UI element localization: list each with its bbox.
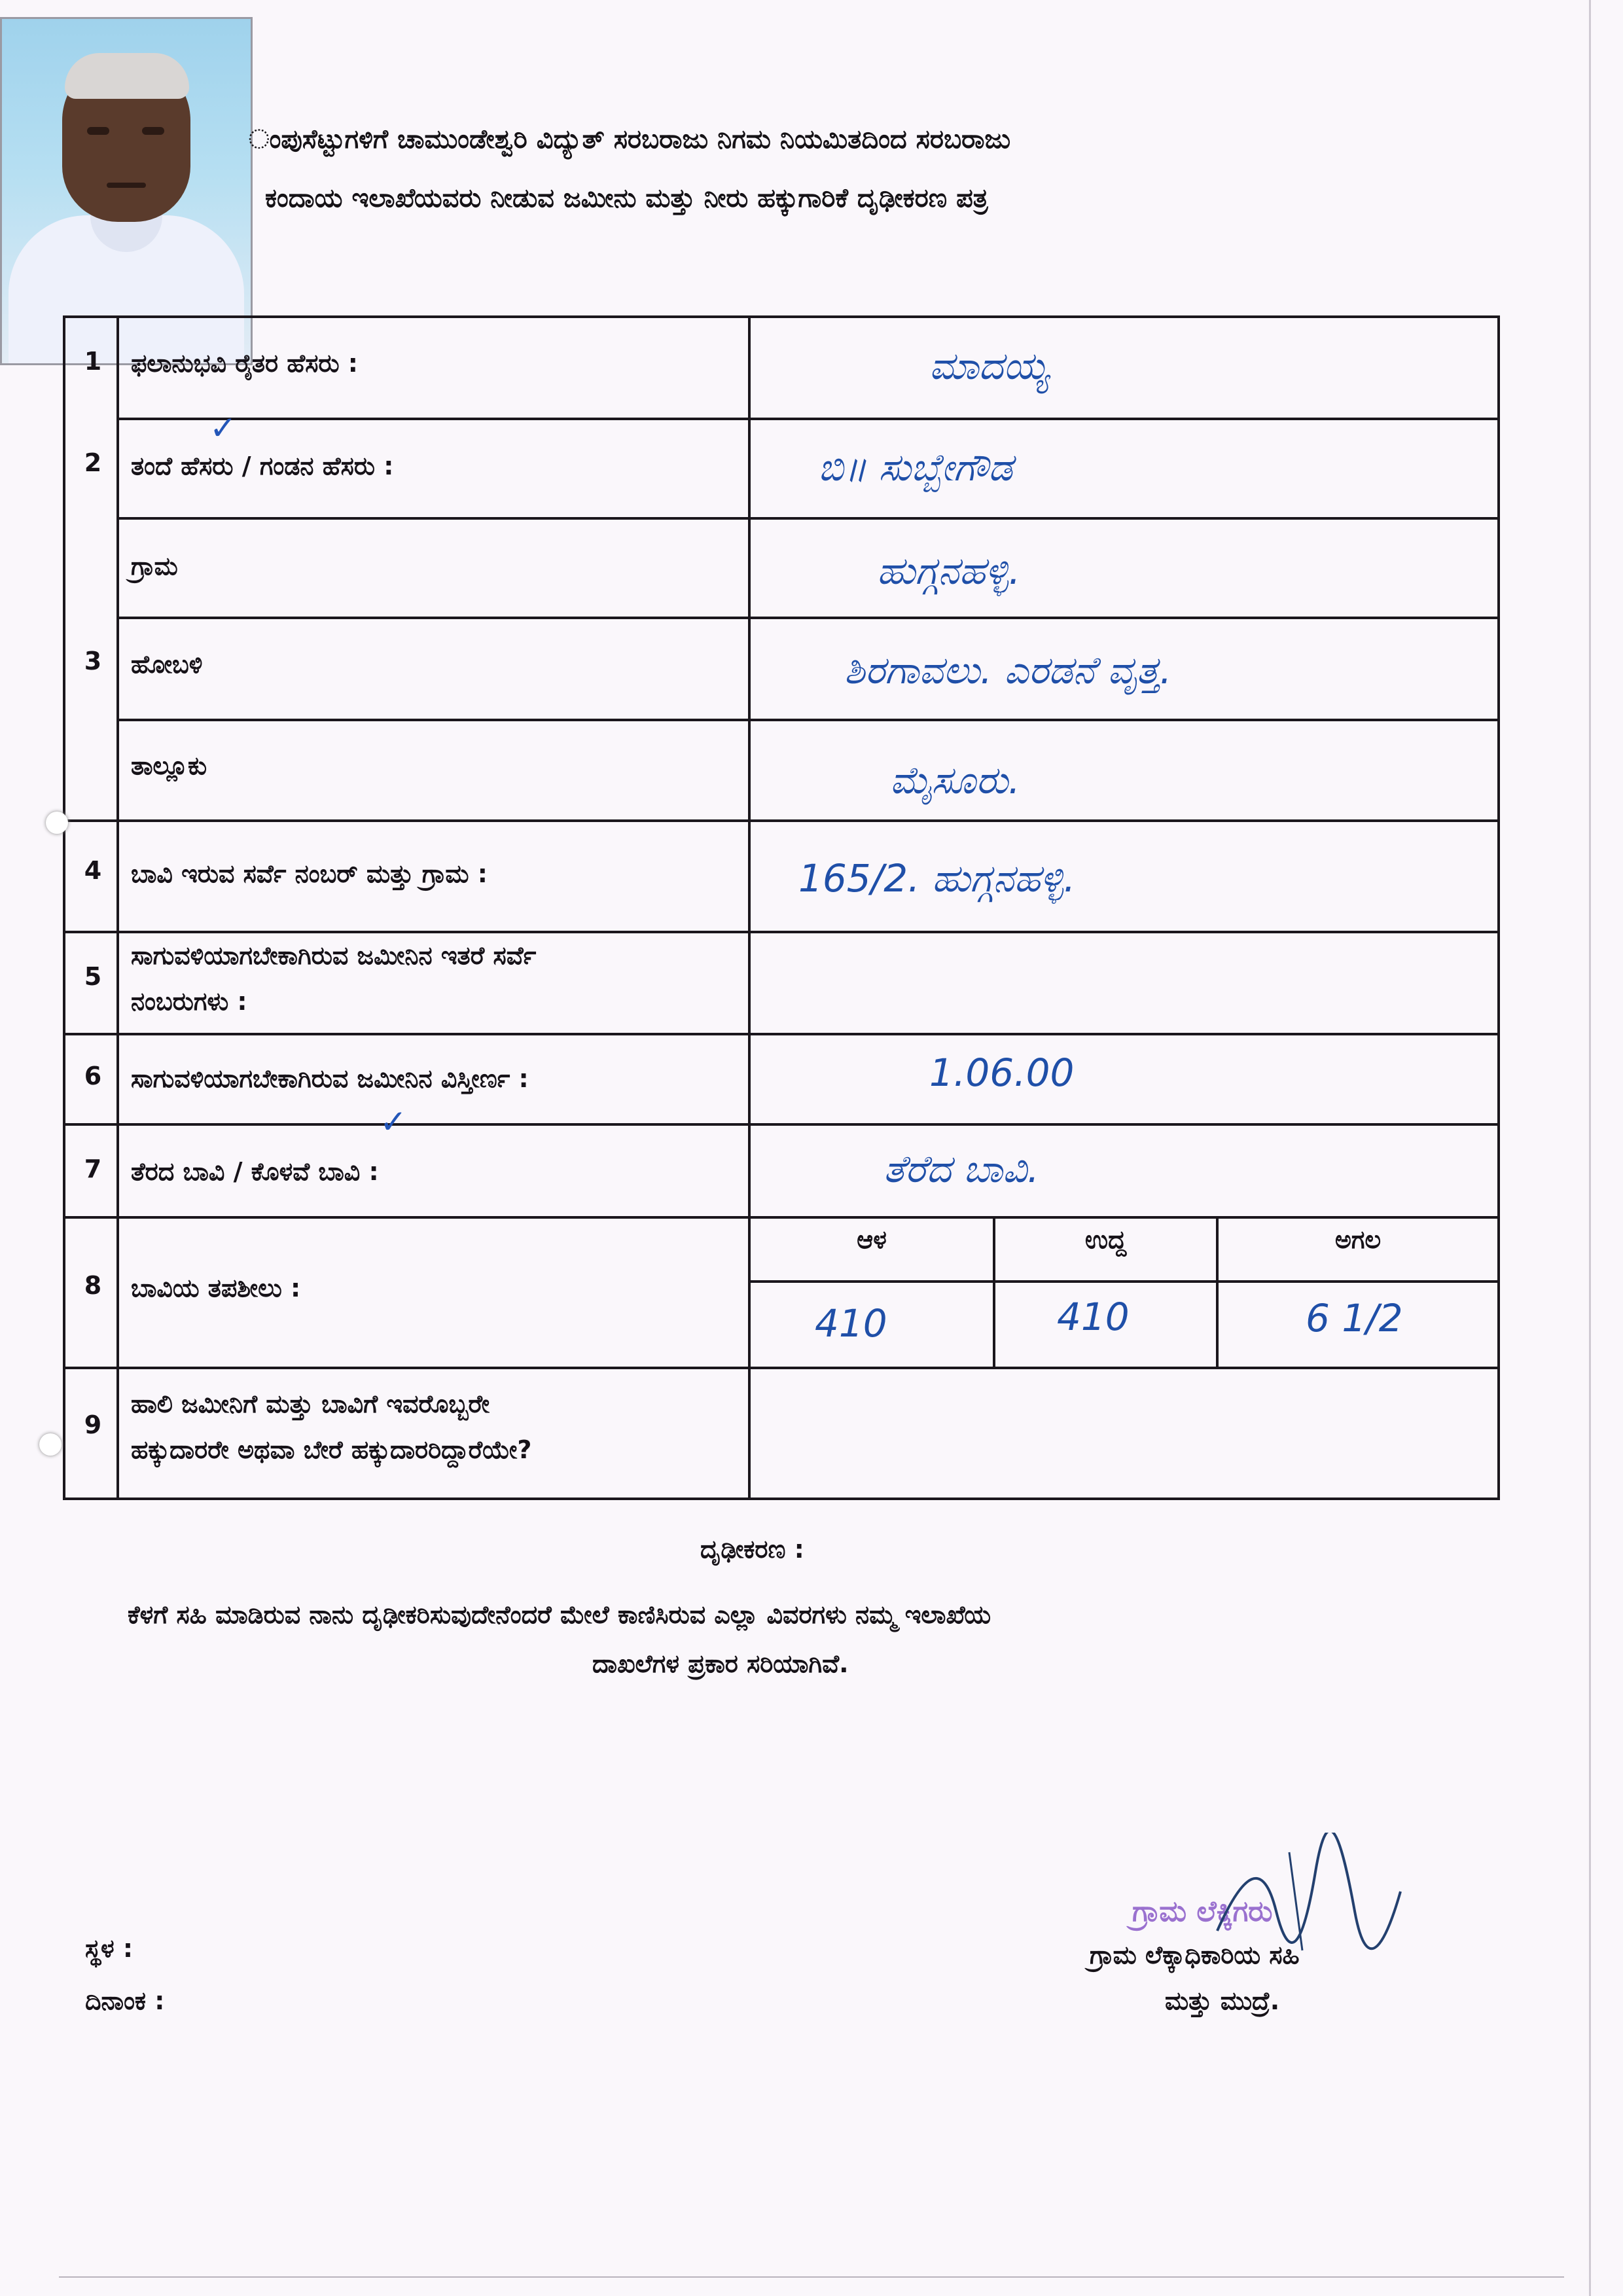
row-number: 8 (84, 1271, 102, 1300)
hobli-value: ಶಿರಗಾವಲು. ಎರಡನೆ ವೃತ್ತ. (844, 648, 1172, 692)
ownership-label-2: ಹಕ್ಕುದಾರರೇ ಅಥವಾ ಬೇರೆ ಹಕ್ಕುದಾರರಿದ್ದಾರೆಯೇ? (131, 1435, 532, 1464)
signature-caption-1: ಗ್ರಾಮ ಲೆಕ್ಕಾಧಿಕಾರಿಯ ಸಹಿ (1090, 1941, 1300, 1969)
row-number: 7 (84, 1155, 102, 1183)
pin-hole-icon (39, 1433, 62, 1456)
check-mark-icon: ✓ (209, 409, 237, 447)
certification-text-1: ಕೆಳಗೆ ಸಹಿ ಮಾಡಿರುವ ನಾನು ದೃಢೀಕರಿಸುವುದೇನೆಂದರೆ ಮೇಲೆ ಕಾಣಿಸಿರುವ ಎಲ್ಲಾ ವಿವರಗಳು ನಮ್ಮ ಇಲಾಖೆಯ (128, 1600, 991, 1629)
check-mark-icon: ✓ (380, 1103, 407, 1141)
applicant-photo (0, 17, 253, 365)
pin-hole-icon (46, 812, 68, 834)
heading-line-2: ಕಂದಾಯ ಇಲಾಖೆಯವರು ನೀಡುವ ಜಮೀನು ಮತ್ತು ನೀರು ಹಕ್ಕುಗಾರಿಕೆ ದೃಢೀಕರಣ ಪತ್ರ (265, 183, 988, 213)
hobli-label: ಹೋಬಳಿ (131, 650, 203, 679)
well-type-label: ತೆರದ ಬಾವಿ / ಕೊಳವೆ ಬಾವಿ : (131, 1157, 379, 1186)
taluk-label: ತಾಲ್ಲೂಕು (131, 751, 207, 780)
signature-caption-2: ಮತ್ತು ಮುದ್ರೆ. (1165, 1986, 1280, 2015)
depth-header: ಆಳ (857, 1225, 887, 1254)
length-value: 410 (1057, 1295, 1130, 1339)
width-header: ಅಗಲ (1334, 1225, 1382, 1254)
heading-line-1: ಂಪುಸೆಟ್ಟುಗಳಿಗೆ ಚಾಮುಂಡೇಶ್ವರಿ ವಿದ್ಯುತ್ ಸರಬರಾಜು ನಿಗಮ ನಿಯಮಿತದಿಂದ ಸರಬರಾಜು (249, 124, 1011, 154)
land-extent-value: 1.06.00 (929, 1050, 1075, 1095)
father-name-value: ಬಿ॥ ಸುಬ್ಬೇಗೌಡ (818, 445, 1013, 490)
row-number: 5 (84, 962, 102, 991)
page-edge (1589, 0, 1591, 2296)
row-number: 2 (84, 448, 102, 477)
survey-number-value: 165/2. ಹುಗ್ಗನಹಳ್ಳಿ. (798, 856, 1076, 901)
farmer-name-label: ಫಲಾನುಭವಿ ರೈತರ ಹೆಸರು : (131, 349, 358, 378)
farmer-name-value: ಮಾದಯ್ಯ (929, 344, 1050, 388)
survey-number-label: ಬಾವಿ ಇರುವ ಸರ್ವೆ ನಂಬರ್ ಮತ್ತು ಗ್ರಾಮ : (131, 859, 488, 888)
page-edge-bottom (59, 2276, 1564, 2278)
father-name-label: ತಂದೆ ಹೆಸರು / ಗಂಡನ ಹೆಸರು : (131, 452, 394, 480)
official-stamp: ಗ್ರಾಮ ಲೆಕ್ಕಿಗರು (1132, 1895, 1273, 1928)
village-label: ಗ್ರಾಮ (131, 552, 178, 581)
row-number: 4 (84, 856, 102, 885)
date-label: ದಿನಾಂಕ : (85, 1986, 165, 2015)
other-survey-label: ಸಾಗುವಳಿಯಾಗಬೇಕಾಗಿರುವ ಜಮೀನಿನ ಇತರೆ ಸರ್ವೆ (131, 941, 537, 970)
length-header: ಉದ್ದ (1084, 1225, 1127, 1254)
ownership-label: ಹಾಲಿ ಜಮೀನಿಗೆ ಮತ್ತು ಬಾವಿಗೆ ಇವರೊಬ್ಬರೇ (131, 1390, 490, 1418)
certification-text-2: ದಾಖಲೆಗಳ ಪ್ರಕಾರ ಸರಿಯಾಗಿವೆ. (592, 1649, 849, 1678)
row-number: 9 (84, 1410, 102, 1439)
other-survey-label-2: ನಂಬರುಗಳು : (131, 987, 247, 1016)
row-number: 3 (84, 647, 102, 675)
village-value: ಹುಗ್ಗನಹಳ್ಳಿ. (877, 548, 1021, 593)
width-value: 6 1/2 (1306, 1296, 1403, 1340)
well-details-label: ಬಾವಿಯ ತಪಶೀಲು : (131, 1274, 301, 1302)
certification-title: ದೃಢೀಕರಣ : (700, 1535, 804, 1564)
row-number: 6 (84, 1062, 102, 1090)
row-number: 1 (84, 347, 102, 376)
place-label: ಸ್ಥಳ : (85, 1934, 134, 1963)
taluk-value: ಮೈಸೂರು. (890, 758, 1020, 802)
land-extent-label: ಸಾಗುವಳಿಯಾಗಬೇಕಾಗಿರುವ ಜಮೀನಿನ ವಿಸ್ತೀರ್ಣ : (131, 1064, 529, 1093)
depth-value: 410 (815, 1301, 887, 1346)
well-type-value: ತೆರೆದ ಬಾವಿ. (883, 1147, 1039, 1191)
